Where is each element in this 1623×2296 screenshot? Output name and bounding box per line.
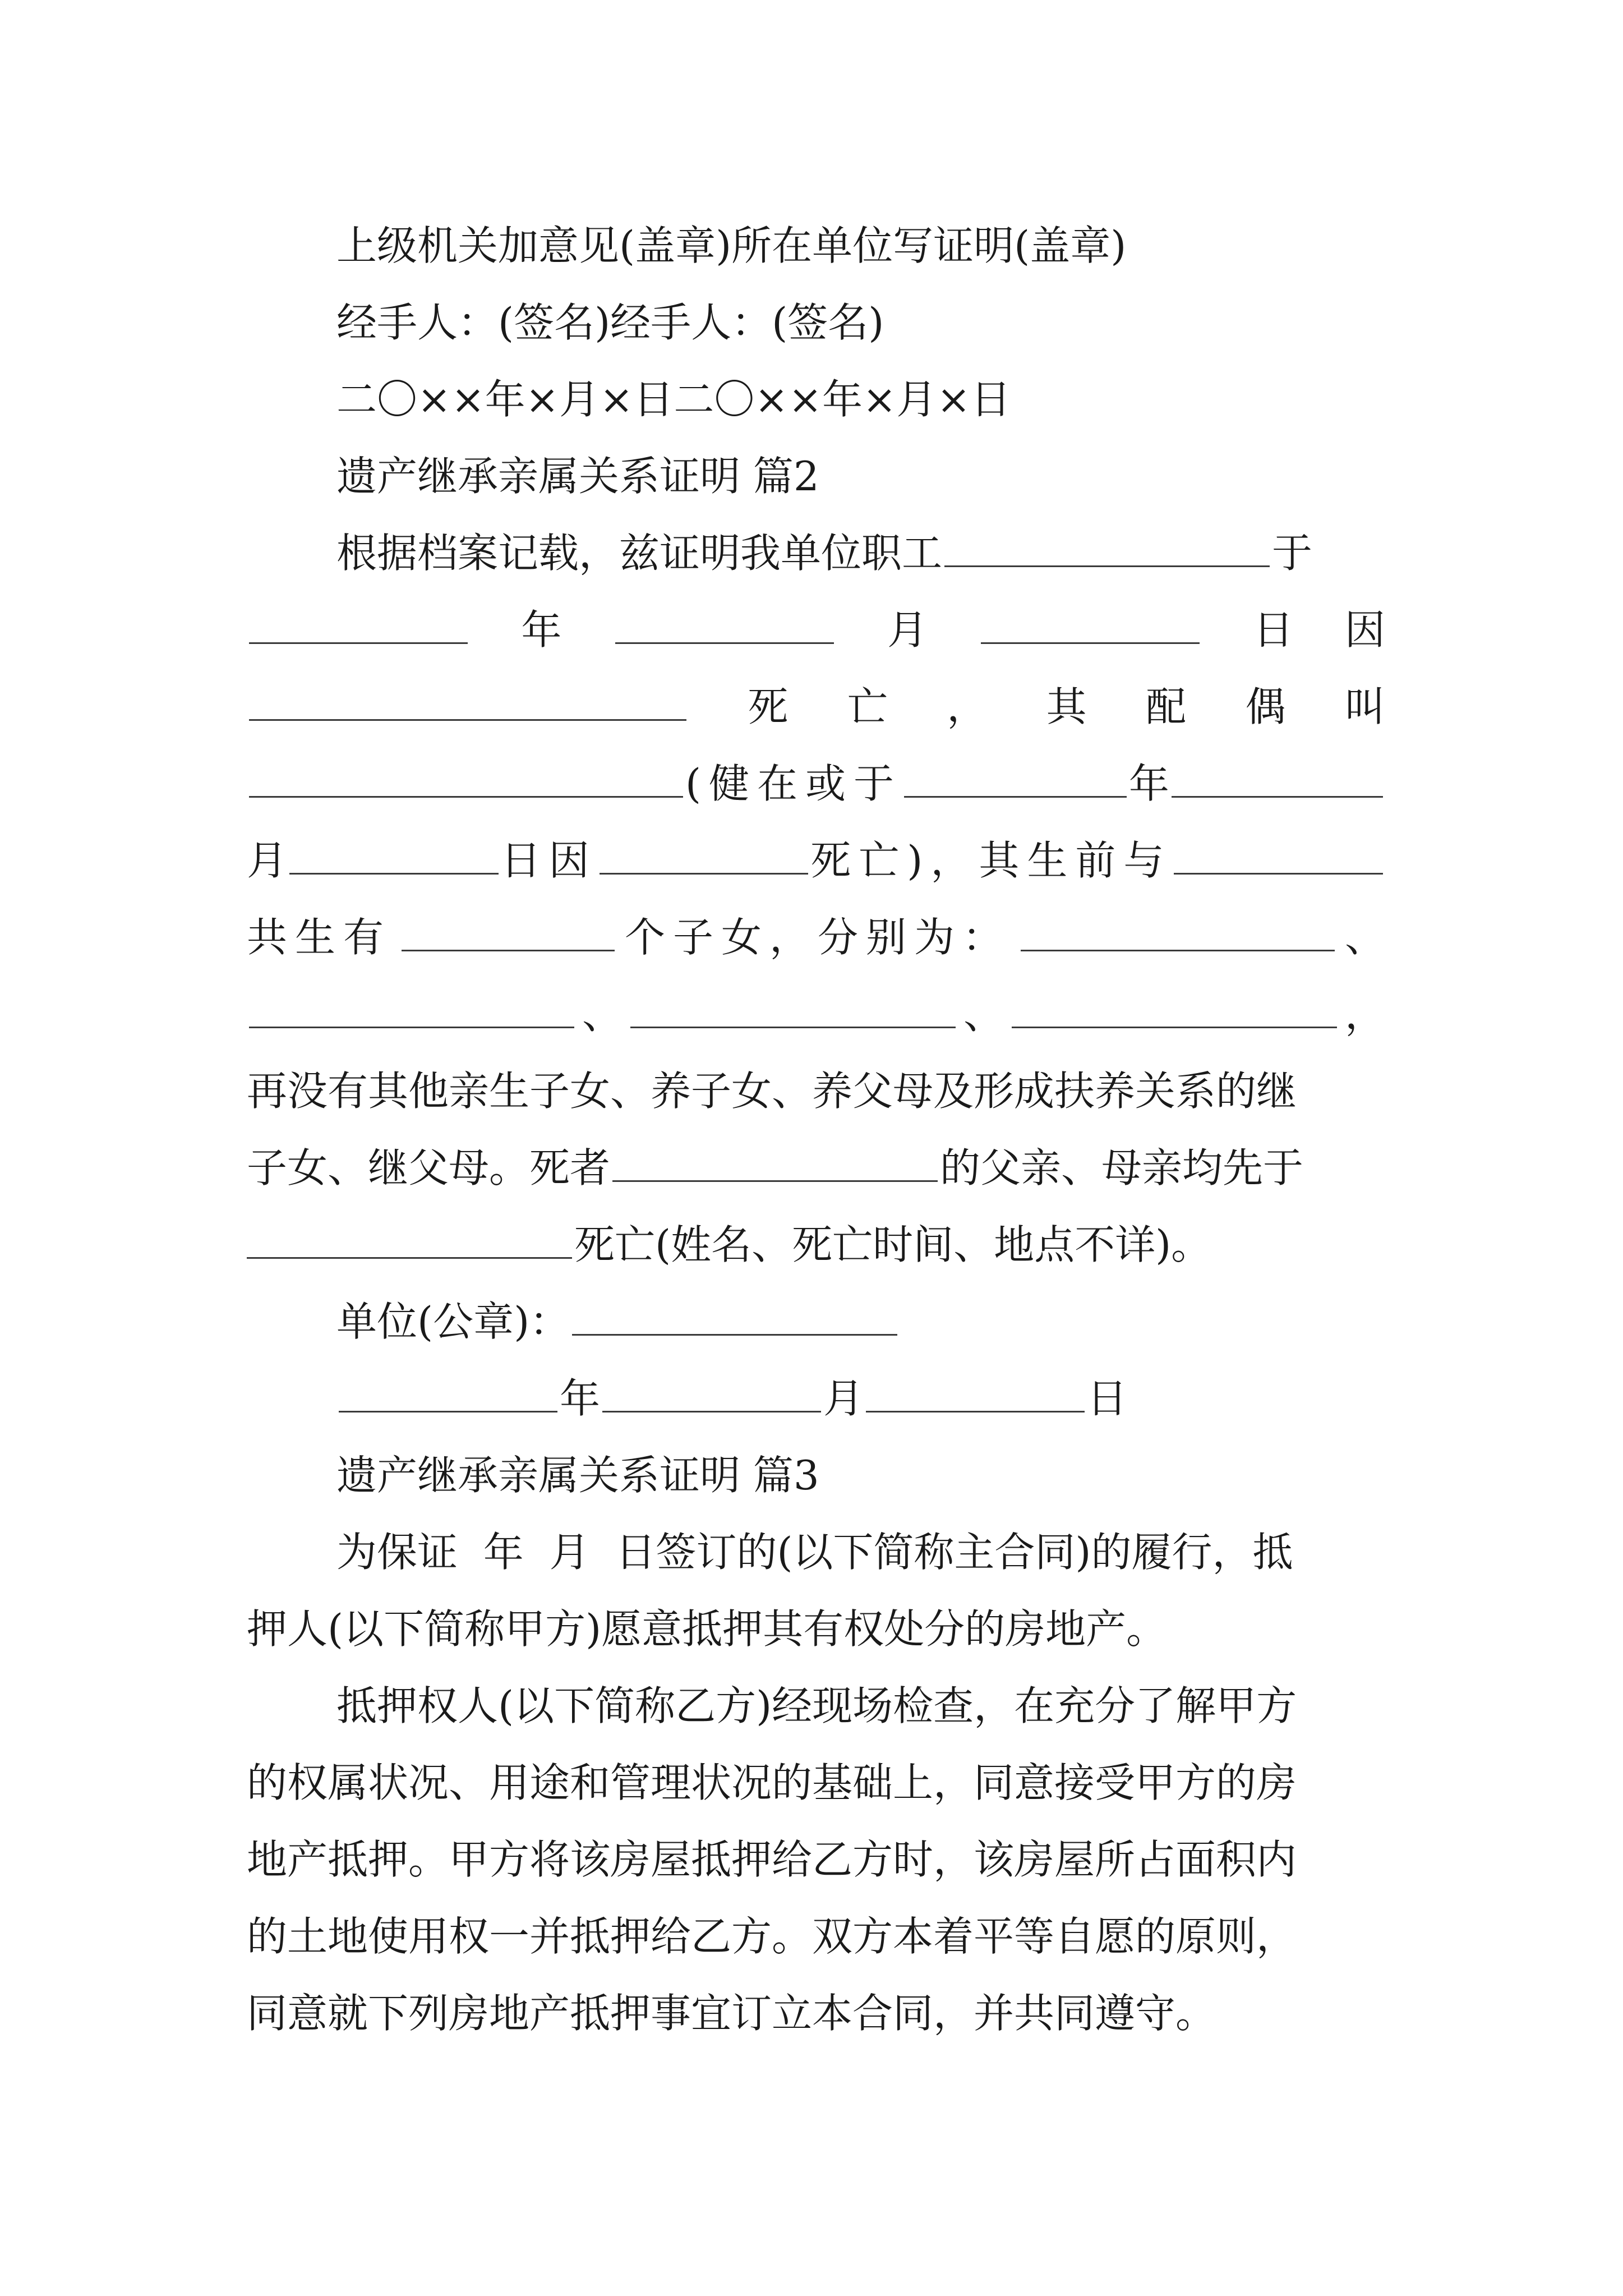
blank-year[interactable] (249, 597, 468, 644)
text: 共生有 (247, 914, 392, 961)
blank-deceased-name[interactable] (612, 1135, 938, 1182)
blank-deceased-name[interactable] (247, 1212, 572, 1259)
text: 月 (823, 1375, 864, 1422)
text: 年 (521, 606, 562, 654)
blank-cause-of-death[interactable] (249, 674, 686, 721)
paragraph-line: 的土地使用权一并抵押给乙方。双方本着平等自愿的原则， (247, 1913, 1297, 1960)
paragraph-line: 抵押权人(以下简称乙方)经现场检查，在充分了解甲方 (336, 1682, 1297, 1729)
blank-year[interactable] (339, 1366, 557, 1412)
blank-spouse-name[interactable] (249, 751, 683, 798)
text: 死亡)，其生前与 (810, 837, 1172, 884)
text: 其 (1046, 683, 1087, 730)
paragraph-line (247, 669, 1385, 746)
text: 日 (1253, 606, 1294, 654)
seal-line (336, 1283, 1385, 1360)
paragraph-line: 再没有其他亲生子女、养子女、养父母及形成扶养关系的继 (247, 1068, 1297, 1115)
blank-child-name[interactable] (249, 982, 574, 1028)
date-line: 二〇××年×月×日二〇××年×月×日 (336, 376, 1011, 423)
paragraph-line (247, 822, 1385, 899)
text: 偶 (1245, 683, 1286, 730)
text: 月 (887, 606, 928, 654)
blank-child-name[interactable] (630, 982, 956, 1028)
section-2-heading: 遗产继承亲属关系证明 篇2 (336, 453, 819, 500)
blank-child-name[interactable] (1012, 982, 1337, 1028)
blank-day[interactable] (981, 597, 1200, 644)
handler-line: 经手人：(签名)经手人：(签名) (336, 299, 884, 346)
text: 年 (560, 1375, 601, 1422)
paragraph-line (247, 976, 1385, 1053)
text: 个子女，分别为： (624, 914, 1011, 961)
paragraph-line (336, 515, 1385, 592)
blank-child-count[interactable] (402, 905, 615, 951)
text: 配 (1146, 683, 1187, 730)
text: 日因 (500, 837, 597, 884)
paragraph-line (247, 1207, 1385, 1283)
paragraph-line (247, 899, 1385, 976)
text: 的父亲、母亲均先于 (940, 1144, 1304, 1191)
blank-partner-name[interactable] (1174, 828, 1383, 875)
blank-employee-name[interactable] (944, 521, 1270, 567)
text: (健在或于 (685, 760, 902, 807)
paragraph-line: 押人(以下简称甲方)愿意抵押其有权处分的房地产。 (247, 1605, 1167, 1653)
blank-unit-seal[interactable] (572, 1289, 897, 1336)
paragraph-line: 的权属状况、用途和管理状况的基础上，同意接受甲方的房 (247, 1759, 1297, 1806)
text: ， (947, 683, 988, 730)
blank-day[interactable] (866, 1366, 1085, 1412)
blank-child-name[interactable] (1021, 905, 1335, 951)
text: 、 (582, 991, 623, 1038)
paragraph-line: 同意就下列房地产抵押事宜订立本合同，并共同遵守。 (247, 1990, 1216, 2037)
text: 月 (247, 837, 288, 884)
text: 死 (748, 683, 789, 730)
text: 、 (1344, 914, 1385, 961)
paragraph-line (247, 592, 1385, 669)
signature-date-line (336, 1360, 1385, 1437)
text: 于 (1272, 530, 1313, 577)
blank-year[interactable] (904, 751, 1127, 798)
blank-cause[interactable] (600, 828, 809, 875)
blank-month[interactable] (615, 597, 834, 644)
blank-day[interactable] (289, 828, 499, 875)
blank-month[interactable] (602, 1366, 821, 1412)
section-3-heading: 遗产继承亲属关系证明 篇3 (336, 1452, 819, 1499)
text: 根据档案记载，兹证明我单位职工 (336, 530, 943, 577)
text: 、 (963, 991, 1004, 1038)
text: 亡 (847, 683, 888, 730)
paragraph-line (247, 1130, 1385, 1207)
paragraph-line: 为保证 年 月 日签订的(以下简称主合同)的履行，抵 (336, 1529, 1293, 1576)
text: 死亡(姓名、死亡时间、地点不详)。 (574, 1221, 1212, 1268)
text: 子女、继父母。死者 (247, 1144, 611, 1191)
text: 年 (1128, 760, 1169, 807)
text: 日 (1087, 1375, 1128, 1422)
text: 单位(公章)： (336, 1298, 570, 1345)
paragraph-line: 地产抵押。甲方将该房屋抵押给乙方时，该房屋所占面积内 (247, 1836, 1297, 1883)
text: 叫 (1344, 683, 1385, 730)
paragraph-line (247, 746, 1385, 822)
blank-month[interactable] (1172, 751, 1383, 798)
text: ， (1344, 991, 1385, 1038)
approval-line: 上级机关加意见(盖章)所在单位写证明(盖章) (336, 222, 1127, 269)
text: 因 (1344, 606, 1385, 654)
